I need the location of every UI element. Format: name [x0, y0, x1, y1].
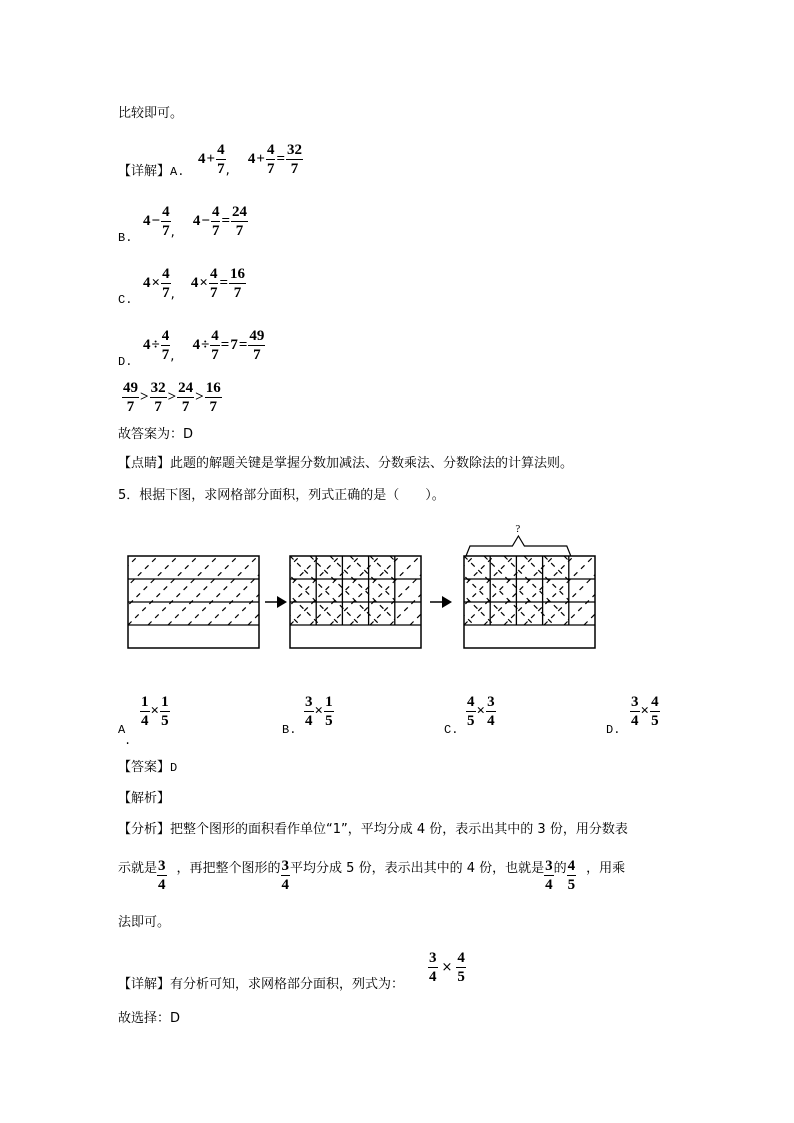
numerator: 3: [281, 858, 290, 874]
operator: ÷: [201, 337, 210, 353]
numerator: 32: [287, 142, 303, 158]
denominator: 4: [487, 713, 495, 729]
shading-dash-line: [550, 556, 620, 625]
operator: −: [151, 213, 161, 229]
denominator: 7: [162, 223, 170, 239]
whole-number: 4: [247, 151, 256, 167]
shading-dash-line: [128, 556, 198, 625]
text-segment: 示就是: [118, 861, 158, 876]
fraction: [209, 266, 219, 301]
arrow-right-icon: [277, 596, 287, 608]
numerator: 4: [162, 204, 170, 220]
option-d-letter: D.: [118, 355, 133, 369]
numerator: 4: [217, 142, 225, 158]
choice-b-letter: B.: [282, 723, 297, 737]
fraction: [216, 142, 226, 177]
times-sign: ×: [476, 703, 486, 719]
numerator: 1: [161, 694, 169, 710]
denominator: 7: [154, 399, 162, 415]
denominator: 4: [158, 877, 166, 893]
grid-area-figure: [120, 510, 620, 660]
analysis-text: 把整个图形的面积看作单位“1”，平均分成 4 份，表示出其中的 3 份，用分数表: [170, 822, 628, 837]
shading-dash-line: [490, 556, 560, 625]
fraction: [650, 694, 660, 729]
denominator: 4: [281, 877, 290, 893]
greater-than-sign: >: [167, 389, 177, 405]
brace-bracket: [466, 536, 571, 556]
denominator: 4: [305, 713, 313, 729]
fraction: [161, 328, 171, 363]
shading-dash-line: [344, 556, 414, 625]
whole-number: 4: [143, 337, 151, 353]
fraction: [140, 694, 150, 729]
numerator: 4: [209, 266, 218, 282]
shading-dash-line: [324, 556, 394, 625]
choice-d-letter: D.: [606, 723, 621, 737]
whole-number: 4: [198, 151, 206, 167]
numerator: 4: [211, 204, 220, 220]
denominator: 5: [651, 713, 659, 729]
denominator: 7: [209, 399, 217, 415]
operator: ×: [199, 275, 208, 291]
analysis-line-3: 法即可。: [118, 915, 171, 930]
denominator: 7: [211, 223, 220, 239]
denominator: 7: [290, 161, 299, 177]
numerator: 3: [429, 950, 437, 966]
intermediate-result: 7: [230, 337, 238, 353]
fraction: [304, 694, 314, 729]
numerator: 4: [567, 858, 576, 874]
numerator: 3: [305, 694, 313, 710]
numerator: 49: [249, 328, 265, 344]
whole-number: 4: [192, 337, 201, 353]
fraction: [122, 380, 139, 415]
operator: −: [201, 213, 210, 229]
numerator: 4: [211, 328, 219, 344]
text-segment: ，用乘: [586, 861, 626, 876]
fraction: [205, 380, 222, 415]
cross-shading-dash-line: [210, 556, 280, 625]
fraction: [211, 204, 221, 239]
detail-option-a-label: [118, 164, 184, 180]
shading-dash-line: [148, 556, 218, 625]
detail2-text: 有分析可知，求网格部分面积，列式为：: [170, 977, 405, 992]
text-segment: 的: [553, 861, 567, 876]
shading-dash-line: [304, 556, 374, 625]
shading-dash-line: [268, 556, 338, 625]
numerator: 24: [178, 380, 194, 396]
numerator: 1: [141, 694, 149, 710]
numerator: 16: [205, 380, 221, 396]
option-c-letter: C.: [118, 293, 133, 307]
whole-number: 4: [143, 275, 151, 291]
fraction: [466, 694, 476, 729]
denominator: 5: [325, 713, 333, 729]
numerator: 3: [158, 858, 166, 874]
fraction: [324, 694, 334, 729]
option-b-expression: 4− $\frac{4}{7}$ $_,$ 4− $\frac{4}{7}$ = $\frac{24}{7}$: [143, 204, 248, 240]
result-fraction: [286, 142, 303, 177]
denominator: 7: [181, 399, 190, 415]
shading-dash-line: [150, 556, 220, 625]
fraction: [161, 266, 171, 301]
times-sign: ×: [314, 703, 324, 719]
fraction: [160, 694, 170, 729]
greater-than-sign: >: [140, 389, 149, 405]
shading-dash-line: [288, 556, 358, 625]
numerator: 4: [651, 694, 659, 710]
result-fraction: [231, 204, 248, 239]
text-segment: 平均分成 5 份，表示出其中的 4 份，也就是: [290, 861, 545, 876]
option-b-letter: B.: [118, 231, 133, 245]
analysis-label: 【分析】: [118, 822, 171, 837]
choice-c-expression[interactable]: [466, 694, 496, 729]
cross-shading-dash-line: [604, 556, 620, 625]
cross-shading-dash-line: [510, 556, 580, 625]
cross-shading-dash-line: [430, 556, 500, 625]
numerator: 4: [162, 266, 170, 282]
shading-dash-line: [170, 556, 240, 625]
cross-shading-dash-line: [564, 556, 620, 625]
detail2-label: 【详解】: [118, 977, 171, 992]
shading-dash-line: [604, 556, 620, 625]
shading-dash-line: [364, 556, 434, 625]
fraction: [177, 380, 194, 415]
whole-number: 4: [143, 213, 151, 229]
operator: ×: [151, 275, 161, 291]
analysis-line-1: [118, 822, 628, 838]
option-a-expression: 4+ $\frac{4}{7}$ $_,$ 4+ $\frac{4}{7}$ = $\frac{32}{7}$: [198, 142, 303, 178]
cross-shading-dash-line: [550, 556, 620, 625]
denominator: 4: [429, 969, 437, 985]
denominator: 7: [253, 347, 261, 363]
text-segment: ，再把整个图形的: [176, 861, 281, 876]
fraction: [428, 950, 438, 985]
denominator: 7: [161, 347, 170, 363]
numerator: 1: [325, 694, 333, 710]
fraction: [456, 950, 466, 985]
shading-dash-line: [188, 556, 258, 625]
times-sign: ×: [150, 703, 160, 719]
shading-dash-line: [208, 556, 278, 625]
result-fraction: [229, 266, 246, 301]
fraction: [210, 328, 220, 363]
whole-number: 4: [190, 275, 199, 291]
denominator: 7: [126, 399, 135, 415]
operator: ÷: [151, 337, 160, 353]
shading-dash-line: [228, 556, 298, 625]
shading-dash-line: [328, 556, 398, 625]
denominator: 5: [567, 877, 576, 893]
intro-tail-text: 比较即可。: [118, 106, 184, 121]
question-5-text: 5．根据下图，求网格部分面积，列式正确的是（ ）。: [118, 488, 445, 503]
fraction: [157, 858, 167, 893]
shading-dash-line: [470, 556, 540, 625]
answer-paragraph: [118, 760, 177, 776]
cross-shading-dash-line: [450, 556, 520, 625]
denominator: 7: [235, 223, 244, 239]
answer-value: D: [170, 761, 178, 775]
answer-label: 【答案】: [118, 760, 171, 775]
choice-b-expression[interactable]: [304, 694, 334, 729]
shading-dash-line: [130, 556, 200, 625]
fraction: [281, 858, 291, 893]
fraction: [544, 858, 554, 893]
shading-dash-line: [388, 556, 458, 625]
denominator: 5: [161, 713, 169, 729]
shading-dash-line: [190, 556, 260, 625]
cross-shading-dash-line: [490, 556, 560, 625]
denominator: 7: [266, 161, 275, 177]
numerator: 24: [232, 204, 248, 220]
choice-a-dot: .: [124, 734, 132, 748]
numerator: 4: [467, 694, 475, 710]
numerator: 3: [545, 858, 553, 874]
times-sign: ×: [640, 703, 650, 719]
detail2-expression: [428, 950, 466, 985]
shading-dash-line: [168, 556, 238, 625]
numerator: 16: [230, 266, 246, 282]
denominator: 7: [162, 285, 170, 301]
analysis-header: 【解析】: [118, 791, 171, 806]
denominator: 5: [467, 713, 475, 729]
denominator: 5: [457, 969, 465, 985]
choice-a-expression[interactable]: [140, 694, 170, 729]
detail-label: 【详解】: [118, 164, 171, 179]
times-sign: ×: [441, 960, 453, 975]
detail2-paragraph: [118, 977, 404, 993]
shading-dash-line: [210, 556, 280, 625]
denominator: 4: [631, 713, 639, 729]
numerator: 4: [266, 142, 275, 158]
denominator: 4: [141, 713, 149, 729]
arrow-right-icon: [442, 596, 452, 608]
choice-c-letter: C.: [444, 723, 459, 737]
shading-dash-line: [368, 556, 438, 625]
operator: +: [256, 151, 265, 167]
shading-dash-line: [120, 556, 138, 625]
denominator: 7: [211, 347, 219, 363]
shading-dash-line: [120, 556, 158, 625]
final-answer-text: 故选择：D: [118, 1011, 181, 1026]
shading-dash-line: [530, 556, 600, 625]
numerator: 32: [150, 380, 166, 396]
shading-dash-line: [430, 556, 500, 625]
answer-prev-text: 故答案为：D: [118, 427, 194, 442]
numerator: 49: [123, 380, 138, 396]
fraction: [567, 858, 577, 893]
point-paragraph: [118, 456, 573, 472]
analysis-line-2: [118, 858, 625, 893]
cross-shading-dash-line: [584, 556, 620, 625]
result-fraction: [248, 328, 265, 363]
numerator: 3: [487, 694, 495, 710]
comparison-expression: [122, 380, 222, 415]
shading-dash-line: [584, 556, 620, 625]
shading-dash-line: [390, 556, 460, 625]
shading-dash-line: [450, 556, 520, 625]
option-d-expression: 4÷ $\frac{4}{7}$ $_,$ 4÷ $\frac{4}{7}$ =7= $\frac{49}{7}$: [143, 328, 265, 364]
cross-shading-dash-line: [530, 556, 600, 625]
fraction: [161, 204, 171, 239]
shading-dash-line: [510, 556, 580, 625]
fraction: [150, 380, 167, 415]
greater-than-sign: >: [195, 389, 204, 405]
denominator: 7: [217, 161, 225, 177]
denominator: 7: [233, 285, 242, 301]
point-label: 【点睛】: [118, 456, 171, 471]
fraction: [266, 142, 276, 177]
choice-d-expression[interactable]: [630, 694, 660, 729]
shading-dash-line: [564, 556, 620, 625]
cross-shading-dash-line: [470, 556, 540, 625]
numerator: 4: [457, 950, 465, 966]
question-mark-label: ?: [515, 523, 521, 535]
choice-a-letter: A: [118, 723, 126, 737]
numerator: 3: [631, 694, 639, 710]
option-c-expression: 4× $\frac{4}{7}$ $_,$ 4× $\frac{4}{7}$ = $\frac{16}{7}$: [143, 266, 246, 302]
fraction: [630, 694, 640, 729]
option-letter: A.: [170, 165, 185, 179]
fraction: [486, 694, 496, 729]
shading-dash-line: [348, 556, 418, 625]
operator: +: [206, 151, 216, 167]
point-text: 此题的解题关键是掌握分数加减法、分数乘法、分数除法的计算法则。: [170, 456, 574, 471]
whole-number: 4: [192, 213, 201, 229]
denominator: 7: [209, 285, 218, 301]
numerator: 4: [161, 328, 170, 344]
denominator: 4: [545, 877, 553, 893]
